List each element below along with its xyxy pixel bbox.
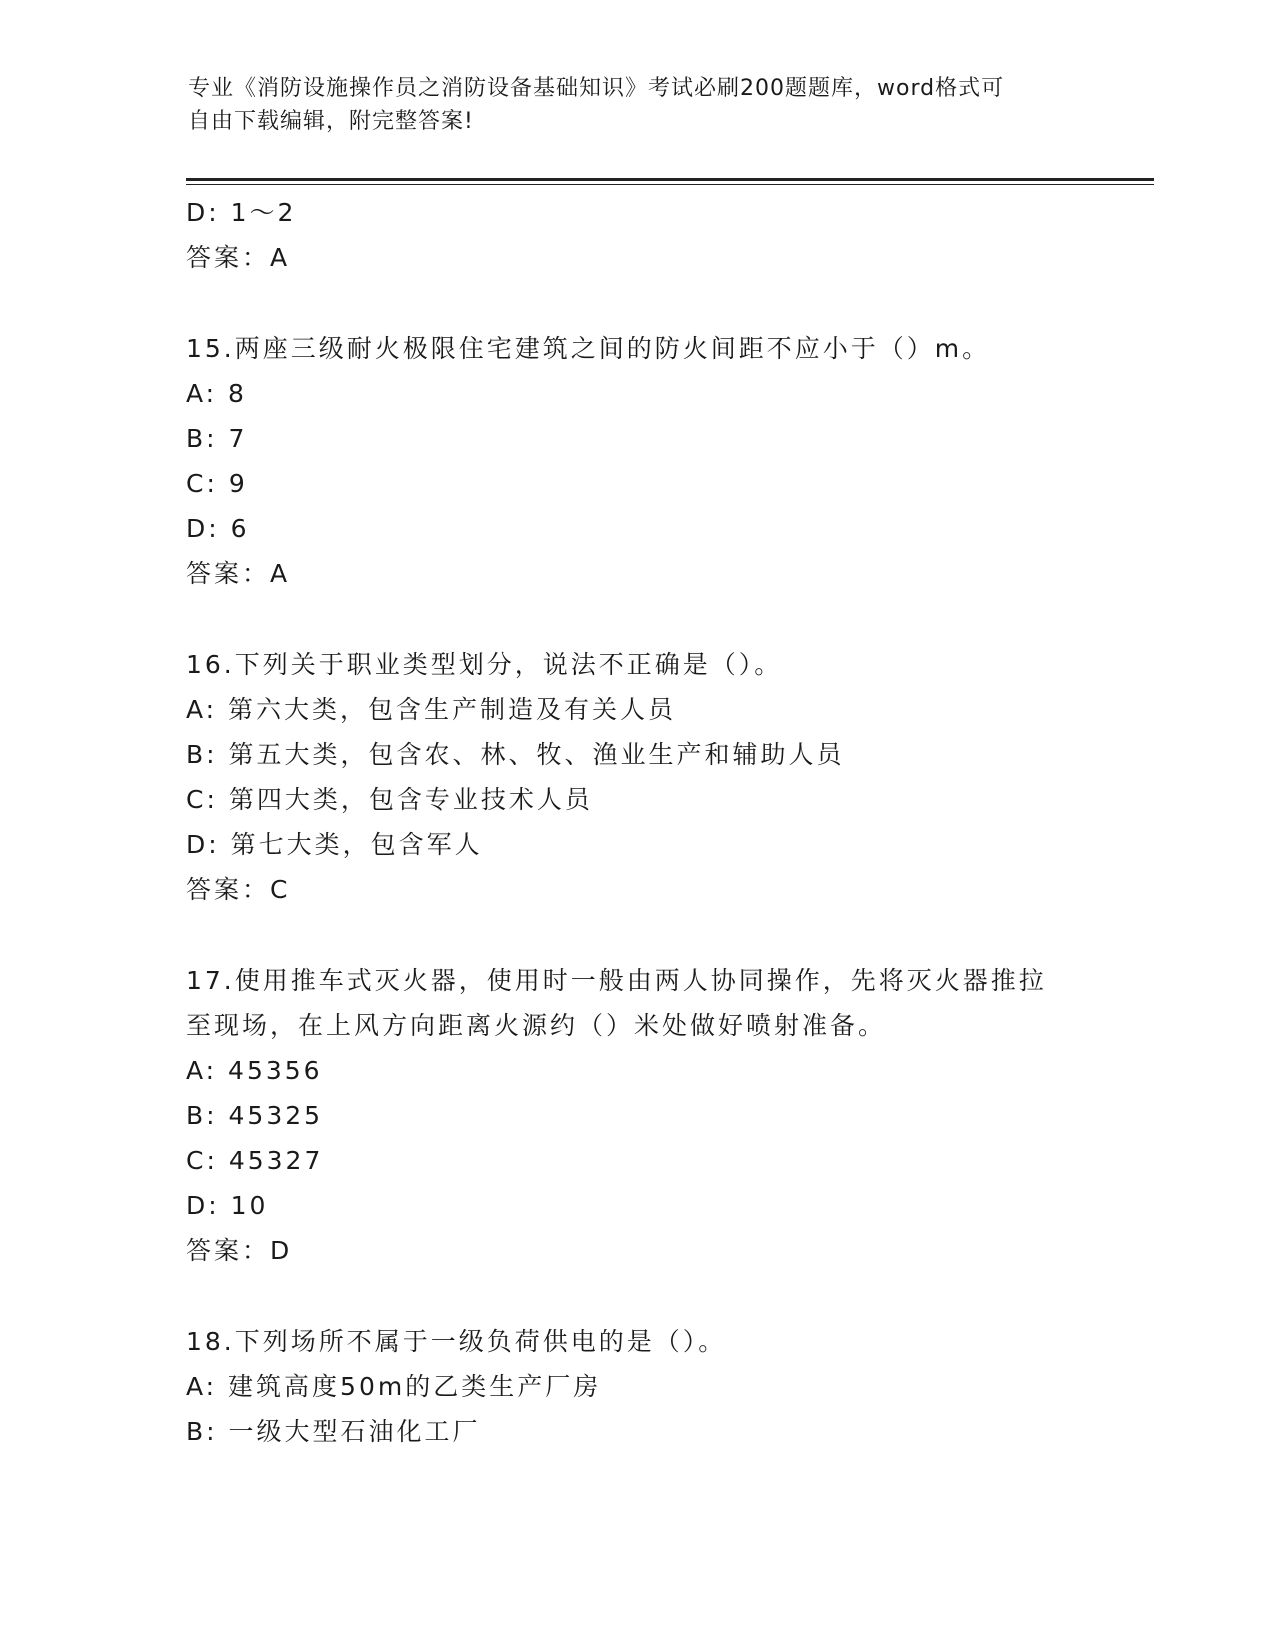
question-text-line-1: 17.使用推车式灭火器，使用时一般由两人协同操作，先将灭火器推拉 [186,966,1047,995]
option-b: B: 一级大型石油化工厂 [186,1417,481,1446]
option-b: B: 7 [186,424,248,453]
option-c: C: 45327 [186,1146,324,1175]
answer: 答案：D [186,1236,293,1265]
option-a: A: 建筑高度50m的乙类生产厂房 [186,1372,602,1401]
header-line-2: 自由下载编辑，附完整答案! [188,109,474,134]
option-a: A: 45356 [186,1056,323,1085]
option-d: D: 第七大类，包含军人 [186,830,483,859]
header-line-1: 专业《消防设施操作员之消防设备基础知识》考试必刷200题题库，word格式可 [188,76,1005,101]
option-c: C: 9 [186,469,248,498]
option-a: A: 8 [186,379,247,408]
option-a: A: 第六大类，包含生产制造及有关人员 [186,695,677,724]
option-c: C: 第四大类，包含专业技术人员 [186,785,593,814]
question-text-line-2: 至现场，在上风方向距离火源约（）米处做好喷射准备。 [186,1011,887,1040]
option-d: D: 6 [186,514,250,543]
question-text: 15.两座三级耐火极限住宅建筑之间的防火间距不应小于（）m。 [186,334,991,363]
question-15 [186,326,1146,596]
option-b: B: 45325 [186,1101,324,1130]
question-17 [186,958,1146,1273]
question-16 [186,642,1146,912]
answer: 答案：A [186,243,291,272]
question-18 [186,1319,1146,1454]
question-text: 18.下列场所不属于一级负荷供电的是（）。 [186,1327,727,1356]
question-list [186,190,1146,1454]
answer: 答案：C [186,875,291,904]
header-divider [186,178,1154,185]
question-text: 16.下列关于职业类型划分，说法不正确是（）。 [186,650,783,679]
option-b: B: 第五大类，包含农、林、牧、渔业生产和辅助人员 [186,740,845,769]
option-d: D: 1～2 [186,198,297,227]
answer: 答案：A [186,559,291,588]
option-d: D: 10 [186,1191,269,1220]
document-header [188,72,1088,138]
